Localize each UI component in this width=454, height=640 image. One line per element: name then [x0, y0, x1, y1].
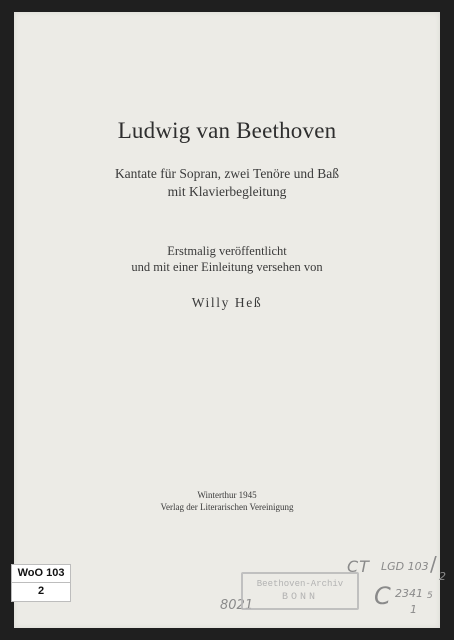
- catalog-label-volume: 2: [37, 585, 45, 597]
- catalog-label: [11, 564, 71, 602]
- pencil-note-ct: CT: [347, 557, 370, 576]
- pencil-note-8021: 8021: [220, 598, 254, 613]
- edition-line-1: Erstmalig veröffentlicht: [167, 244, 287, 258]
- page-title: Ludwig van Beethoven: [117, 118, 337, 143]
- pencil-note-slash: /: [430, 552, 437, 576]
- edition-line-2: und mit einer Einleitung versehen von: [131, 260, 323, 274]
- stamp-line-2: BONN: [281, 592, 318, 603]
- pencil-note-lgd: LGD 103: [381, 560, 429, 573]
- publisher-name: Verlag der Literarischen Vereinigung: [160, 502, 294, 512]
- title-page: [14, 12, 446, 628]
- catalog-label-number: WoO 103: [17, 567, 65, 579]
- archive-stamp: [241, 572, 359, 610]
- pencil-note-one: 1: [410, 603, 417, 616]
- publication-place: Winterthur 1945: [197, 490, 257, 500]
- pencil-note-2341: 2341: [395, 587, 423, 600]
- pencil-note-s: 5: [427, 591, 433, 601]
- pencil-note-two: 2: [439, 570, 446, 583]
- stamp-line-1: Beethoven-Archiv: [256, 579, 344, 589]
- author-name: Willy Heß: [191, 295, 263, 310]
- subtitle-line-1: Kantate für Sopran, zwei Tenöre und Baß: [114, 166, 340, 181]
- subtitle-line-2: mit Klavierbegleitung: [167, 184, 287, 199]
- catalog-label-divider: [12, 582, 70, 583]
- pencil-note-c: C: [374, 582, 391, 610]
